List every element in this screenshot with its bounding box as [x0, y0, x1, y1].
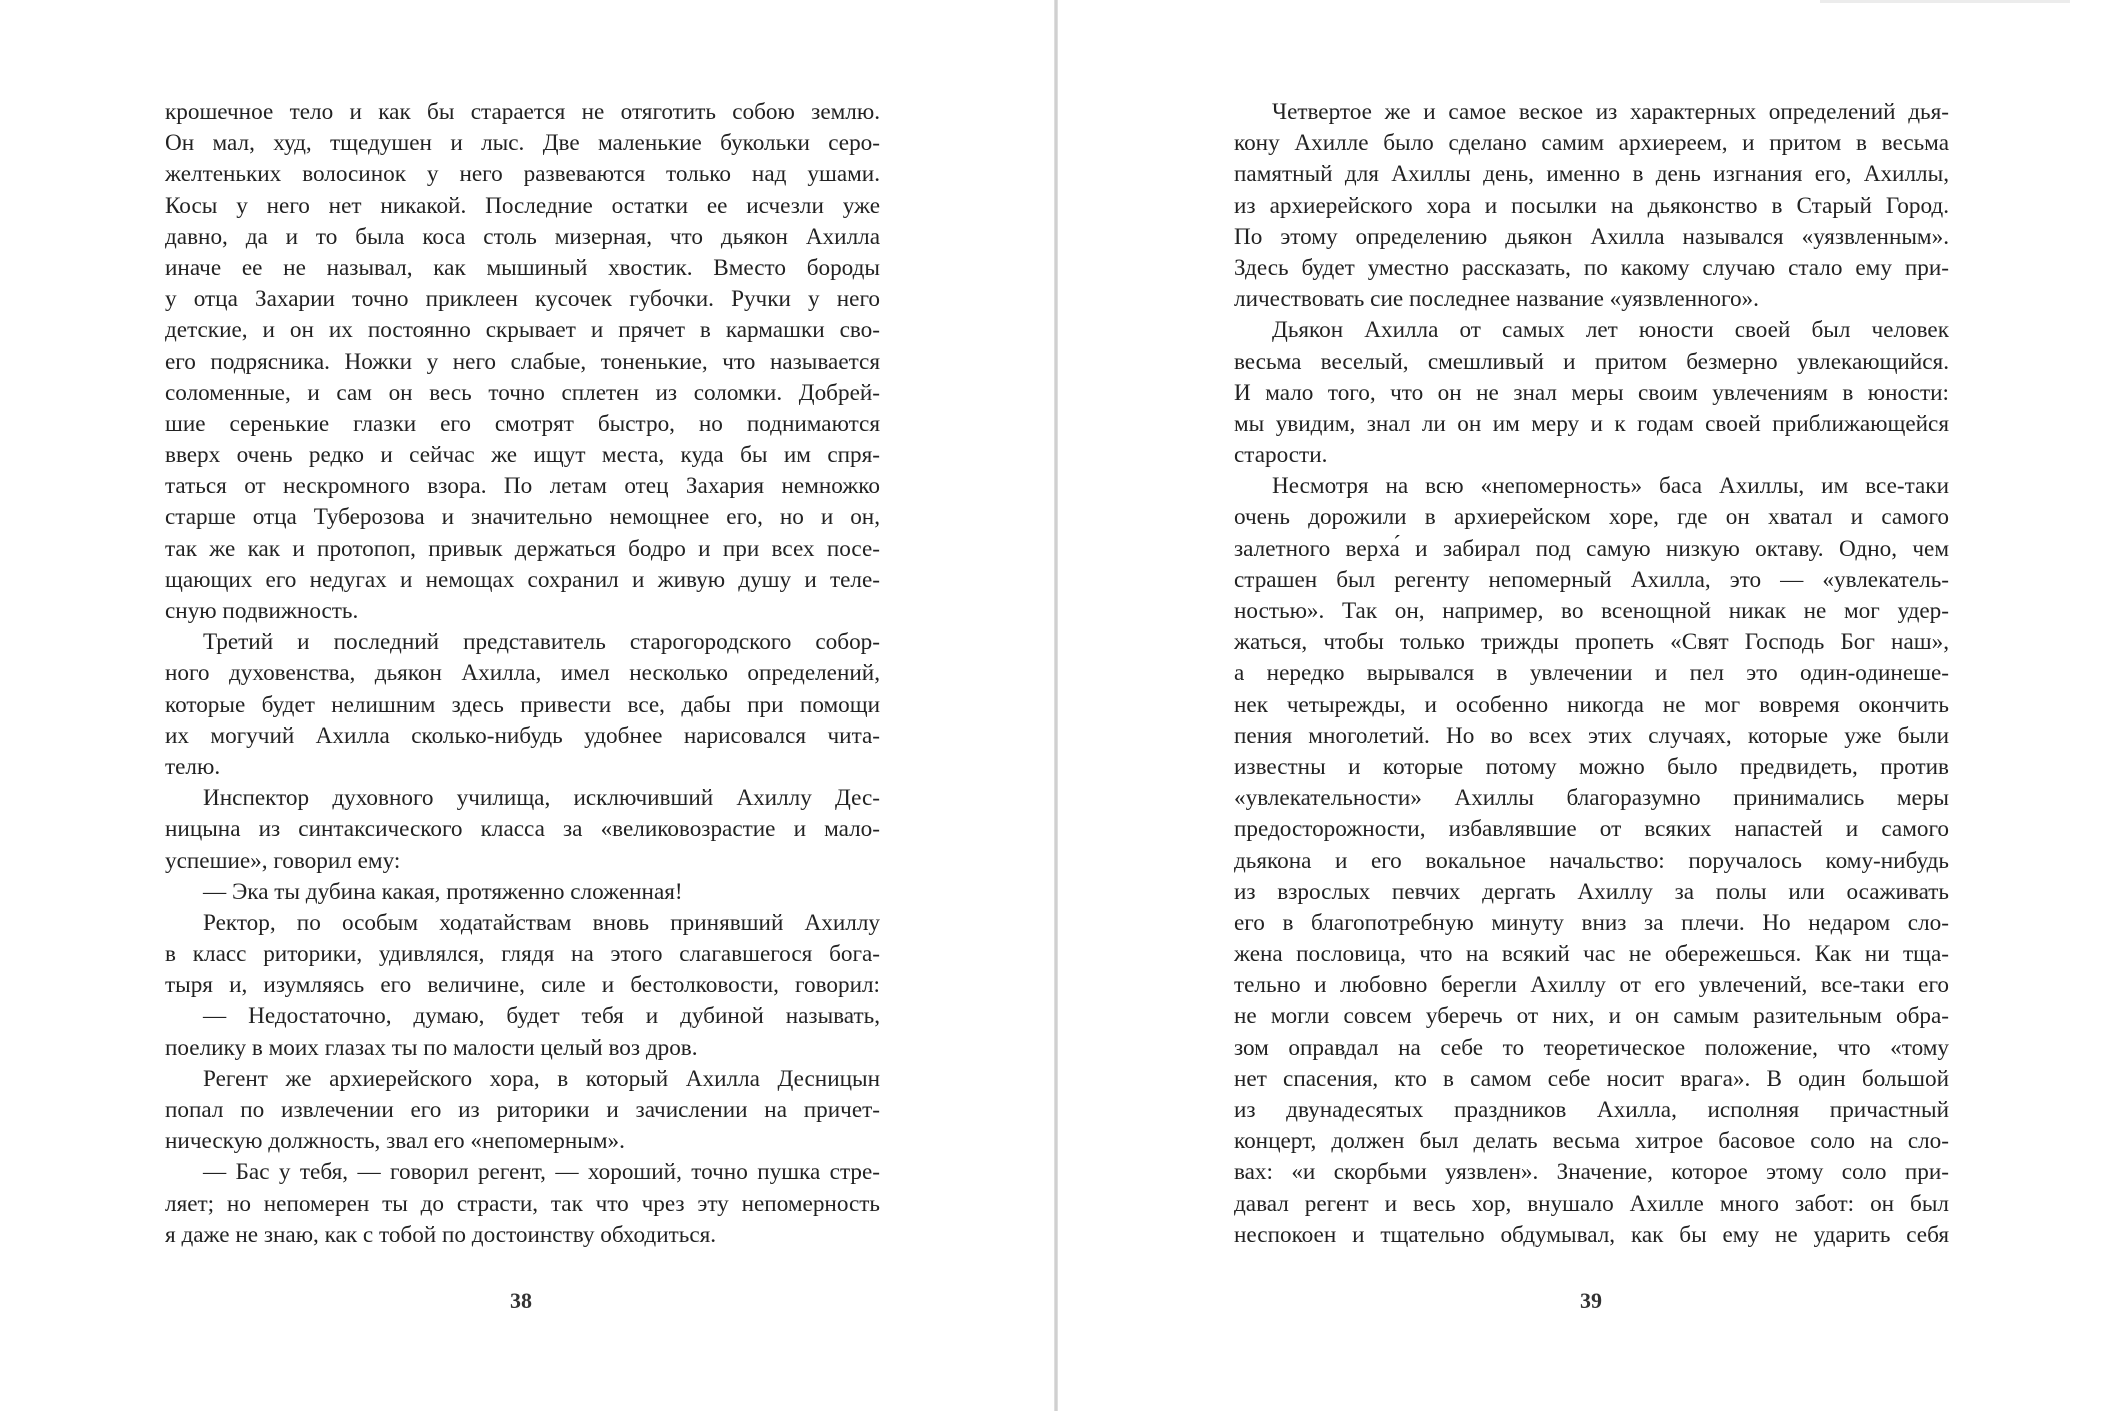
text-line: По этому определению дьякон Ахилла назывался «уязвленным». — [1234, 223, 1949, 250]
text-line: — Эка ты дубина какая, протяженно сложенная! — [203, 878, 683, 905]
left-page-text — [165, 97, 880, 1251]
text-line: вах: «и скорбьми уязвлен». Значение, которое этому соло при- — [1234, 1159, 1949, 1186]
text-line: успешие», говорил ему: — [165, 847, 401, 874]
text-line: зом оправдал на себе то теоретическое положение, что «тому — [1234, 1034, 1949, 1061]
text-line: из взрослых певчих дергать Ахиллу за полы или осаживать — [1234, 878, 1949, 905]
text-line: сную подвижность. — [165, 598, 359, 624]
text-line: из двунадесятых праздников Ахилла, исполняя причастный — [1234, 1097, 1949, 1123]
text-line: его в благопотребную минуту вниз за плечи. Но недаром сло- — [1234, 909, 1949, 936]
text-line: нек четырежды, и особенно никогда не мог вовремя окончить — [1234, 691, 1949, 718]
text-line: дьякона и его вокальное начальство: поручалось кому-нибудь — [1234, 847, 1949, 874]
text-line: ническую должность, звал его «непомерным». — [165, 1128, 625, 1155]
text-line: так же как и протопоп, привык держаться бодро и при всех посе- — [165, 535, 880, 562]
text-line: а нередко вырывался в увлечении и пел это один-одинешe- — [1234, 660, 1949, 687]
text-line: их могучий Ахилла сколько-нибудь удобнее нарисовался чита- — [165, 722, 880, 749]
text-line: таться от нескромного взора. По летам отец Захария немножко — [165, 473, 880, 500]
text-line: крошечное тело и как бы старается не отяготить собою землю. — [165, 99, 880, 125]
text-line: Дьякон Ахилла от самых лет юности своей был человек — [1272, 317, 1949, 344]
text-line: шие серенькие глазки его смотрят быстро, но поднимаются — [165, 410, 880, 437]
text-line: давно, да и то была коса столь мизерная, что дьякон Ахилла — [165, 223, 880, 250]
text-line: которые будет нелишним здесь привести все, дабы при помощи — [165, 691, 880, 718]
text-line: страшен был регенту непомерный Ахилла, это — «увлекатель- — [1234, 566, 1949, 593]
text-line: давал регент и весь хор, внушало Ахилле много забот: он был — [1234, 1190, 1949, 1217]
text-line: — Бас у тебя, — говорил регент, — хороший, точно пушка стре- — [203, 1159, 880, 1186]
text-line: ностью». Так он, например, во всенощной никак не мог удер- — [1234, 598, 1949, 624]
text-line: телю. — [165, 753, 221, 780]
text-line: Третий и последний представитель старогородского собор- — [203, 629, 880, 656]
right-page-text — [1234, 97, 1949, 1251]
text-line: тельно и любовно берегли Ахиллу от его увлечений, все-таки его — [1234, 972, 1949, 999]
text-line: ницына из синтаксического класса за «великовозрастие и мало- — [165, 816, 880, 843]
text-line: жена пословица, что на всякий час не обережешься. Как ни тща- — [1234, 941, 1949, 968]
text-line: мы увидим, знал ли он им меру и к годам своей приближающейся — [1234, 410, 1949, 437]
page-edge-mark — [1820, 0, 2070, 3]
text-line: иначе ее не называл, как мышиный хвостик. Вместо бороды — [165, 254, 880, 281]
text-line: кону Ахилле было сделано самим архиереем, и притом в весьма — [1234, 130, 1949, 157]
text-line: желтеньких волосинок у него развеваются только над ушами. — [165, 161, 880, 188]
text-line: я даже не знаю, как с тобой по достоинству обходиться. — [165, 1221, 717, 1248]
text-line: ного духовенства, дьякон Ахилла, имел несколько определений, — [165, 660, 880, 687]
text-line: Несмотря на всю «непомерность» баса Ахиллы, им все-таки — [1272, 473, 1949, 500]
text-line: И мало того, что он не знал меры своим увлечениям в юности: — [1234, 379, 1949, 406]
text-line: пения многолетий. Но во всех этих случаях, которые уже были — [1234, 722, 1949, 749]
text-line: в класс риторики, удивлялся, глядя на этого слагавшегося бога- — [165, 941, 880, 968]
text-line: весьма веселый, смешливый и притом безмерно увлекающийся. — [1234, 348, 1949, 375]
text-line: концерт, должен был делать весьма хитрое басовое соло на сло- — [1234, 1128, 1949, 1155]
right-page-number: 39 — [1580, 1288, 1602, 1313]
right-page — [1058, 0, 2110, 1411]
text-line: предосторожности, избавлявшие от всяких напастей и самого — [1234, 816, 1949, 843]
text-line: вверх очень редко и сейчас же ищут места, куда бы им спря- — [165, 442, 880, 469]
text-line: Косы у него нет никакой. Последние остатки ее исчезли уже — [165, 192, 880, 219]
text-line: старости. — [1234, 442, 1328, 469]
text-line: Он мал, худ, тщедушен и лыс. Две маленькие букольки серо- — [165, 130, 880, 157]
text-line: поелику в моих глазах ты по малости целый воз дров. — [165, 1034, 698, 1061]
text-line: у отца Захарии точно приклеен кусочек губочки. Ручки у него — [165, 286, 880, 313]
text-line: Инспектор духовного училища, исключивший Ахиллу Дес- — [203, 785, 880, 812]
text-line: ляет; но непомерен ты до страсти, так что чрез эту непомерность — [165, 1190, 880, 1217]
left-page — [0, 0, 1054, 1411]
text-line: не могли совсем уберечь от них, и он самым разительным обра- — [1234, 1003, 1949, 1030]
text-line: известны и которые потому можно было предвидеть, против — [1234, 753, 1949, 780]
text-line: залетного верха́ и забирал под самую низкую октаву. Одно, чем — [1234, 535, 1949, 562]
text-line: из архиерейского хора и посылки на дьяконство в Старый Город. — [1234, 192, 1949, 219]
text-line: неспокоен и тщательно обдумывал, как бы ему не ударить себя — [1234, 1221, 1949, 1248]
text-line: нет спасения, кто в самом себе носит врага». В один большой — [1234, 1065, 1949, 1092]
text-line: соломенные, и сам он весь точно сплетен из соломки. Добрей- — [165, 379, 880, 406]
text-line: — Недостаточно, думаю, будет тебя и дубиной называть, — [203, 1003, 880, 1030]
text-line: личествовать сие последнее название «уязвленного». — [1234, 286, 1759, 313]
text-line: Четвертое же и самое веское из характерных определений дья- — [1272, 99, 1949, 125]
text-line: тыря и, изумляясь его величине, силе и бестолковости, говорил: — [165, 972, 880, 999]
left-page-number: 38 — [510, 1288, 532, 1313]
text-line: старше отца Туберозова и значительно немощнее его, но и он, — [165, 504, 880, 531]
text-line: памятный для Ахиллы день, именно в день изгнания его, Ахиллы, — [1234, 161, 1949, 188]
text-line: его подрясника. Ножки у него слабые, тоненькие, что называется — [165, 348, 880, 375]
text-line: Регент же архиерейского хора, в который Ахилла Десницын — [203, 1065, 880, 1092]
text-line: «увлекательности» Ахиллы благоразумно принимались меры — [1234, 785, 1949, 812]
text-line: жаться, чтобы только трижды пропеть «Свят Господь Бог наш», — [1234, 629, 1949, 656]
text-line: детские, и он их постоянно скрывает и прячет в кармашки сво- — [165, 317, 880, 344]
text-line: попал по извлечении его из риторики и зачислении на причет- — [165, 1097, 880, 1123]
text-line: Ректор, по особым ходатайствам вновь принявший Ахиллу — [203, 909, 880, 936]
text-line: Здесь будет уместно рассказать, по какому случаю стало ему при- — [1234, 254, 1949, 281]
text-line: очень дорожили в архиерейском хоре, где он хватал и самого — [1234, 504, 1949, 531]
text-line: щающих его недугах и немощах сохранил и живую душу и теле- — [165, 566, 880, 593]
